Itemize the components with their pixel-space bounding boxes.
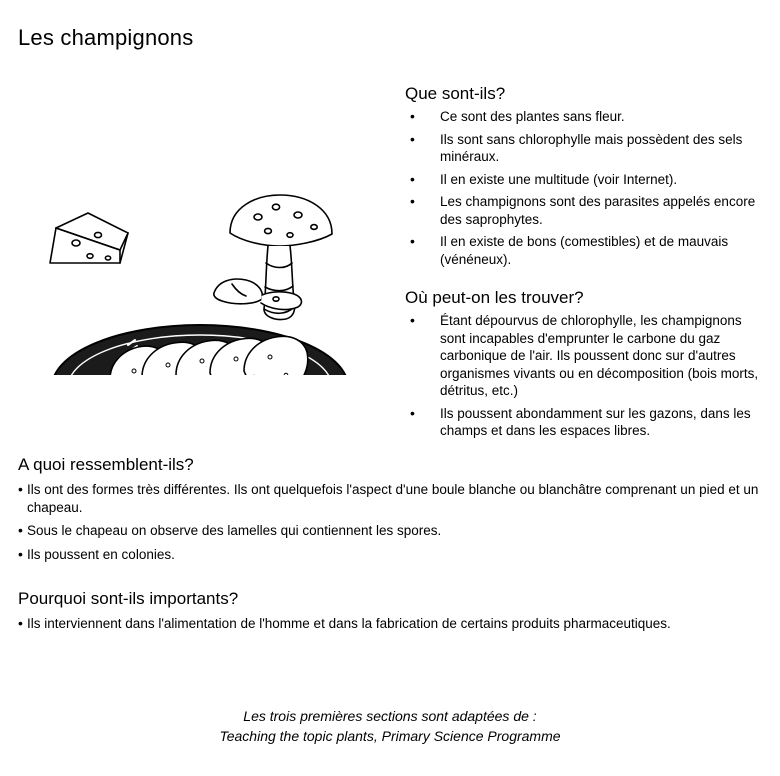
list-item bbox=[18, 546, 763, 564]
footer-attribution bbox=[0, 706, 780, 746]
list-item-text: • Ce sont des plantes sans fleur. bbox=[440, 109, 625, 124]
list-item bbox=[405, 233, 765, 268]
footer-line-1: Les trois premières sections sont adaptées de : bbox=[243, 708, 537, 724]
bullet-list-ou-peut-on-les-trouver bbox=[405, 312, 765, 440]
list-item bbox=[405, 312, 765, 400]
bullet-list-a-quoi-ressemblent-ils bbox=[18, 481, 763, 563]
section-heading-que-sont-ils: Que sont-ils? bbox=[405, 84, 506, 103]
list-item bbox=[405, 193, 765, 228]
list-item-text: • Ils ont des formes très différentes. Ils ont quelquefois l'aspect d'une boule blanche ou blanchâtre comprenant un pied et un chapeau. bbox=[27, 482, 759, 515]
list-item bbox=[405, 108, 765, 126]
list-item bbox=[405, 171, 765, 189]
list-item-text: • Ils interviennent dans l'alimentation de l'homme et dans la fabrication de certains produits pharmaceutiques. bbox=[27, 616, 671, 631]
page-title: Les champignons bbox=[18, 24, 194, 50]
list-item-text: • Il en existe une multitude (voir Internet). bbox=[440, 171, 678, 187]
list-item bbox=[18, 481, 763, 516]
bullet-list-que-sont-ils bbox=[405, 108, 765, 268]
mushroom-illustration bbox=[18, 95, 378, 375]
list-item-text: • Étant dépourvus de chlorophylle, les champignons sont incapables d'emprunter le carbone du gaz carbonique de l'air. Ils poussent donc sur d'autres organismes vivants ou en décomposition (bois morts, détritus, etc.) bbox=[440, 313, 759, 398]
list-item-text: • Ils poussent abondamment sur les gazons, dans les champs et dans les espaces libres. bbox=[440, 405, 751, 438]
list-item-text: • Ils sont sans chlorophylle mais possèdent des sels minéraux. bbox=[440, 131, 743, 164]
footer-line-2: Teaching the topic plants, Primary Science Programme bbox=[219, 728, 561, 744]
lower-sections bbox=[18, 455, 763, 639]
section-heading-ou-peut-on-les-trouver: Où peut-on les trouver? bbox=[405, 288, 584, 307]
list-item bbox=[18, 615, 763, 633]
list-item-text: • Il en existe de bons (comestibles) et de mauvais (vénéneux). bbox=[440, 234, 729, 267]
list-item-text: • Sous le chapeau on observe des lamelles qui contiennent les spores. bbox=[27, 523, 442, 538]
section-heading-a-quoi-ressemblent-ils: A quoi ressemblent-ils? bbox=[18, 455, 194, 474]
section-heading-pourquoi-sont-ils-importants: Pourquoi sont-ils importants? bbox=[18, 589, 239, 608]
list-item bbox=[405, 131, 765, 166]
bullet-list-pourquoi-sont-ils-importants bbox=[18, 615, 763, 633]
right-column bbox=[405, 84, 765, 445]
list-item bbox=[18, 522, 763, 540]
list-item-text: • Ils poussent en colonies. bbox=[27, 546, 175, 562]
list-item-text: • Les champignons sont des parasites appelés encore des saprophytes. bbox=[440, 194, 756, 227]
list-item bbox=[405, 405, 765, 440]
